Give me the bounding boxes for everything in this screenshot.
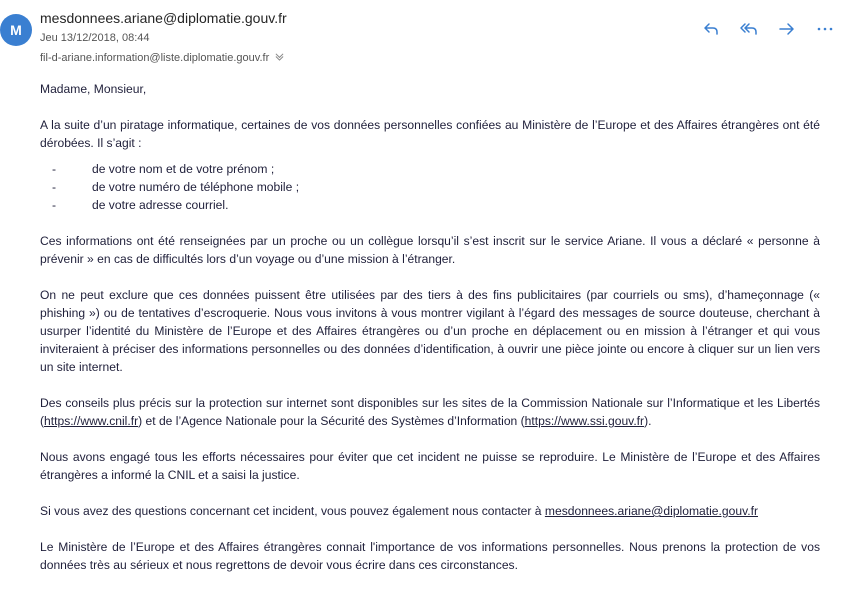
list-item: - de votre numéro de téléphone mobile ; xyxy=(52,180,300,194)
forward-icon[interactable] xyxy=(776,18,798,40)
more-icon[interactable] xyxy=(814,18,836,40)
chevron-down-icon[interactable] xyxy=(275,52,284,64)
message-date: Jeu 13/12/2018, 08:44 xyxy=(40,32,150,44)
paragraph-source: Ces informations ont été renseignées par un proche ou un collègue lorsqu’il s’est inscrit sur le service Ariane. Il vous a déclaré « personne à prévenir » en cas de difficultés lors d’un voyage ou d’une mission à l’étranger. xyxy=(40,234,820,266)
list-item: - de votre adresse courriel. xyxy=(52,198,229,212)
paragraph-contact: Si vous avez des questions concernant cet incident, vous pouvez également nous contacter à mesdonnees.ariane@diplomatie.gouv.fr xyxy=(40,504,758,518)
stolen-data-list xyxy=(40,160,820,214)
list-item: - de votre nom et de votre prénom ; xyxy=(52,162,275,176)
paragraph-actions-taken: Nous avons engagé tous les efforts nécessaires pour éviter que cet incident ne puisse se reproduire. Le Ministère de l’Europe et des Affaires étrangères a informé la CNIL et a saisi la justice. xyxy=(40,450,820,482)
paragraph-advice: Des conseils plus précis sur la protection sur internet sont disponibles sur les sites de la Commission Nationale sur l’Informatique et les Libertés (https://www.cnil.fr) et de l’Agence Nationale pour la Sécurité des Systèmes d’Information (https://www.ssi.gouv.fr). xyxy=(40,396,820,428)
paragraph-intro: A la suite d’un piratage informatique, certaines de vos données personnelles confiées au Ministère de l’Europe et des Affaires étrangères ont été dérobées. Il s’agit : xyxy=(40,118,820,150)
ssi-link[interactable]: https://www.ssi.gouv.fr xyxy=(524,414,645,428)
greeting: Madame, Monsieur, xyxy=(40,82,147,96)
message-actions xyxy=(700,18,836,40)
paragraph-closing: Le Ministère de l’Europe et des Affaires étrangères connait l'importance de vos informations personnelles. Nous prenons la protection de vos données très au sérieux et nous regrettons de devoir vous écrire dans ces circonstances. xyxy=(40,540,820,572)
contact-email-link[interactable]: mesdonnees.ariane@diplomatie.gouv.fr xyxy=(544,504,758,518)
paragraph-risks: On ne peut exclure que ces données puissent être utilisées par des tiers à des fins publicitaires (par courriels ou sms), d’hameçonnage (« phishing ») ou de tentatives d’escroquerie. Nous vous invitons à vous montrer vigilant à l’égard des messages de source douteuse, cherchant à usurper l’identité du Ministère de l’Europe et des Affaires étrangères ou d’un proche en déplacement ou en mission à l’étranger et qui vous inviteraient à préciser des informations personnelles ou des données d’identification, à ouvrir une pièce jointe ou encore à cliquer sur un lien vers un site internet. xyxy=(40,288,820,374)
message-body xyxy=(40,80,820,592)
recipient-address: fil-d-ariane.information@liste.diplomatie.gouv.fr xyxy=(40,52,270,64)
cnil-link[interactable]: https://www.cnil.fr xyxy=(44,414,139,428)
reply-all-icon[interactable] xyxy=(738,18,760,40)
reply-icon[interactable] xyxy=(700,18,722,40)
sender-avatar: M xyxy=(0,14,32,46)
recipient-line[interactable] xyxy=(40,52,284,64)
sender-address: mesdonnees.ariane@diplomatie.gouv.fr xyxy=(40,10,287,26)
message-header xyxy=(0,0,842,75)
